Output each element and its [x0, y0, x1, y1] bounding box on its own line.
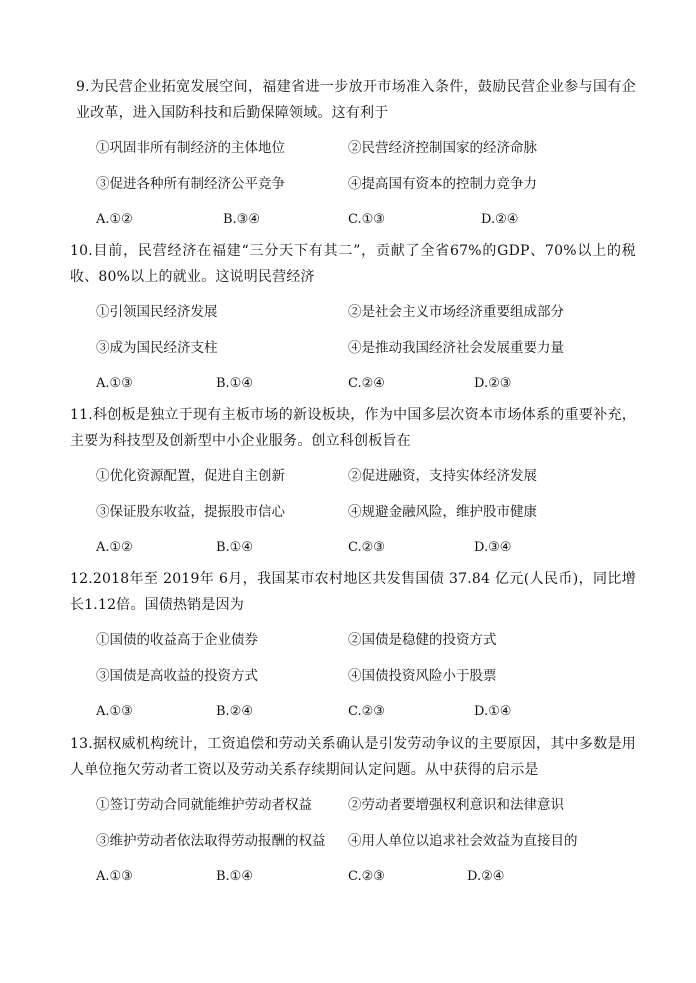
option-4: ④提高国有资本的控制力竞争力	[348, 176, 537, 192]
option-3: ③促进各种所有制经济公平竞争	[96, 176, 285, 192]
option-2: ②民营经济控制国家的经济命脉	[348, 140, 537, 156]
question-number: 10.	[70, 243, 93, 259]
option-1: ①签订劳动合同就能维护劳动者权益	[96, 797, 312, 813]
option-row	[70, 666, 636, 686]
question-text: 科创板是独立于现有主板市场的新设板块，作为中国多层次资本市场体系的重要补充，主要为科技型及创新型中小企业服务。创立科创板旨在	[70, 407, 636, 449]
option-4: ④国债投资风险小于股票	[348, 668, 497, 684]
choice-c[interactable]: C.②③	[348, 540, 385, 555]
option-1: ①优化资源配置，促进自主创新	[96, 468, 285, 484]
option-4: ④用人单位以追求社会效益为直接目的	[348, 833, 578, 849]
choice-d[interactable]: D.②④	[481, 212, 519, 227]
question-13	[70, 731, 636, 887]
option-2: ②国债是稳健的投资方式	[348, 632, 497, 648]
question-stem	[70, 402, 636, 454]
question-text: 据权威机构统计，工资追偿和劳动关系确认是引发劳动争议的主要原因，其中多数是用人单位拖欠劳动者工资以及劳动关系存续期间认定问题。从中获得的启示是	[70, 736, 636, 778]
question-12	[70, 566, 636, 722]
choice-d[interactable]: D.①④	[474, 704, 512, 719]
question-stem	[70, 238, 636, 290]
choice-a[interactable]: A.①②	[96, 540, 133, 555]
option-row	[70, 795, 636, 815]
option-1: ①引领国民经济发展	[96, 304, 218, 320]
question-text: 目前，民营经济在福建“三分天下有其二”，贡献了全省67%的GDP、70%以上的税收、80%以上的就业。这说明民营经济	[70, 243, 636, 285]
choice-c[interactable]: C.②③	[348, 869, 385, 884]
question-number: 13.	[70, 736, 93, 752]
choice-c[interactable]: C.②③	[348, 704, 385, 719]
choice-b[interactable]: B.①④	[216, 376, 253, 391]
option-row	[70, 630, 636, 650]
option-row	[70, 831, 636, 851]
option-row	[70, 502, 636, 522]
choice-b[interactable]: B.②④	[216, 704, 253, 719]
choice-row	[76, 210, 636, 230]
question-stem	[76, 74, 636, 126]
question-text: 2018年至 2019年 6月，我国某市农村地区共发售国债 37.84 亿元(人民币)，同比增长1.12倍。国债热销是因为	[70, 571, 636, 613]
choice-c[interactable]: C.①③	[348, 212, 385, 227]
choice-a[interactable]: A.①③	[96, 869, 133, 884]
option-1: ①巩固非所有制经济的主体地位	[96, 140, 285, 156]
choice-d[interactable]: D.②③	[474, 376, 512, 391]
option-4: ④是推动我国经济社会发展重要力量	[348, 340, 564, 356]
question-9	[76, 74, 636, 230]
choice-d[interactable]: D.③④	[474, 540, 512, 555]
option-row	[76, 174, 636, 194]
choice-b[interactable]: B.①④	[216, 869, 253, 884]
option-row	[70, 338, 636, 358]
choice-a[interactable]: A.①③	[96, 704, 133, 719]
option-2: ②是社会主义市场经济重要组成部分	[348, 304, 564, 320]
option-3: ③国债是高收益的投资方式	[96, 668, 258, 684]
choice-a[interactable]: A.①②	[96, 212, 133, 227]
question-stem	[70, 731, 636, 783]
choice-row	[70, 702, 636, 722]
choice-a[interactable]: A.①③	[96, 376, 133, 391]
option-row	[76, 138, 636, 158]
choice-d[interactable]: D.②④	[467, 869, 505, 884]
choice-row	[70, 867, 636, 887]
option-3: ③维护劳动者依法取得劳动报酬的权益	[96, 833, 326, 849]
choice-b[interactable]: B.③④	[223, 212, 260, 227]
question-11	[70, 402, 636, 558]
question-text: 为民营企业拓宽发展空间，福建省进一步放开市场准入条件，鼓励民营企业参与国有企业改革，进入国防科技和后勤保障领域。这有利于	[76, 79, 636, 121]
option-2: ②劳动者要增强权利意识和法律意识	[348, 797, 564, 813]
option-4: ④规避金融风险，维护股市健康	[348, 504, 537, 520]
option-row	[70, 302, 636, 322]
question-10	[70, 238, 636, 394]
option-row	[70, 466, 636, 486]
question-number: 9.	[76, 79, 90, 95]
question-stem	[70, 566, 636, 618]
option-2: ②促进融资，支持实体经济发展	[348, 468, 537, 484]
question-number: 12.	[70, 571, 93, 587]
option-3: ③保证股东收益，提振股市信心	[96, 504, 285, 520]
question-number: 11.	[70, 407, 93, 423]
choice-c[interactable]: C.②④	[348, 376, 385, 391]
option-1: ①国债的收益高于企业债券	[96, 632, 258, 648]
option-3: ③成为国民经济支柱	[96, 340, 218, 356]
choice-b[interactable]: B.①④	[216, 540, 253, 555]
choice-row	[70, 538, 636, 558]
choice-row	[70, 374, 636, 394]
